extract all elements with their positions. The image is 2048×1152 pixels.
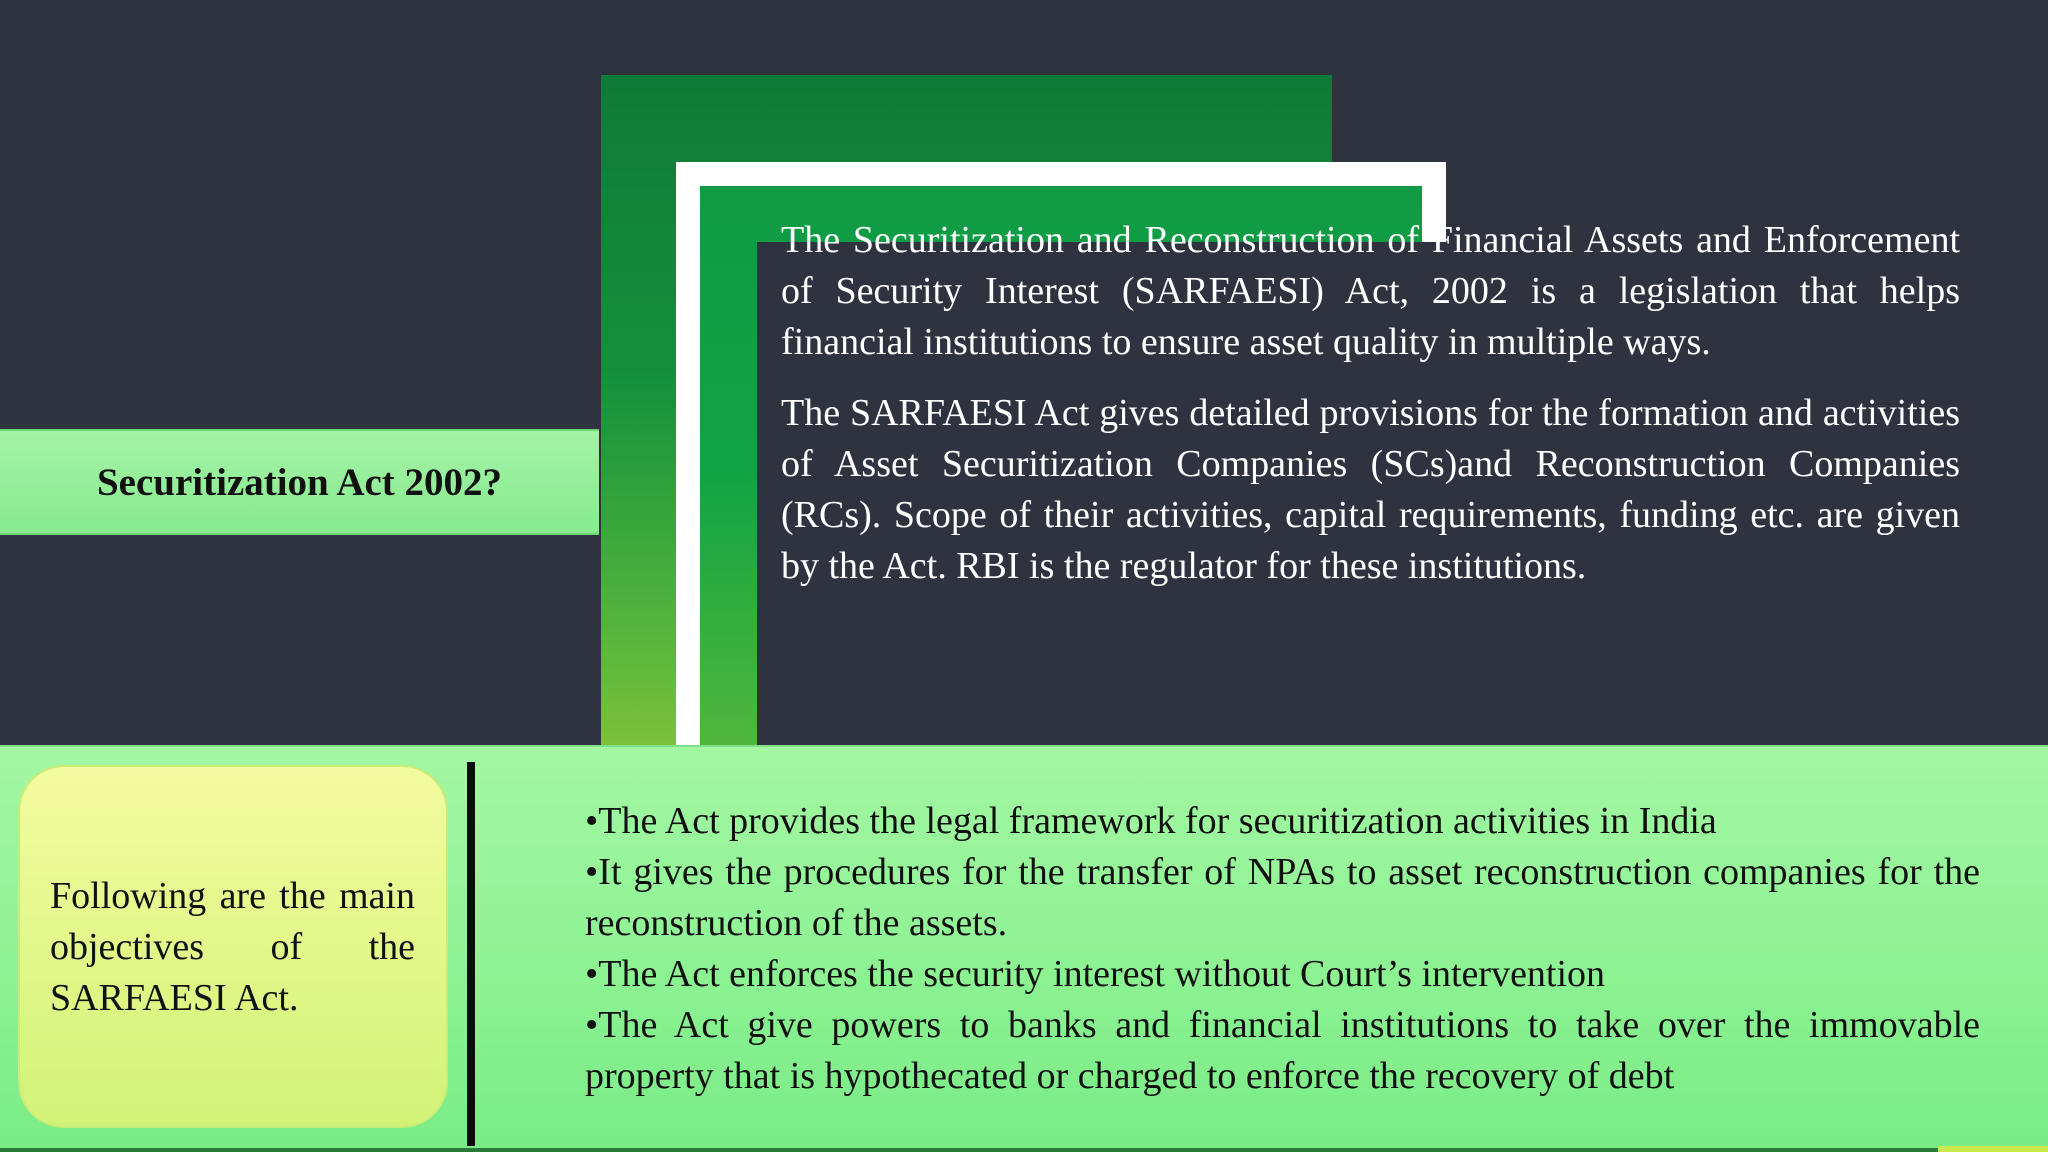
- corner-accent: [1938, 1146, 2048, 1152]
- slide-title: Securitization Act 2002?: [96, 460, 503, 504]
- intro-paragraph-2: The SARFAESI Act gives detailed provisions for the formation and activities of Asset Securitization Companies (SCs)and Reconstruction Companies (RCs). Scope of their activities, capital requirements, funding etc. are given by the Act. RBI is the regulator for these institutions.: [781, 392, 1960, 587]
- callout-text: Following are the main objectives of the SARFAESI Act.: [50, 875, 415, 1019]
- intro-paragraph-1: The Securitization and Reconstruction of Financial Assets and Enforcement of Security Interest (SARFAESI) Act, 2002 is a legislation that helps financial institutions to ensure asset quality in multiple ways.: [781, 219, 1960, 363]
- intro-text-block: [781, 215, 1960, 612]
- objectives-list: [585, 796, 1980, 1102]
- objective-item: •The Act give powers to banks and financial institutions to take over the immovable property that is hypothecated or charged to enforce the recovery of debt: [585, 1004, 1980, 1097]
- bottom-edge-line: [0, 1148, 2048, 1152]
- title-tab: [0, 429, 599, 535]
- objective-item: •The Act enforces the security interest without Court’s intervention: [585, 953, 1606, 995]
- vertical-divider: [467, 762, 475, 1146]
- objective-item: •The Act provides the legal framework for securitization activities in India: [585, 800, 1717, 842]
- objective-item: •It gives the procedures for the transfer of NPAs to asset reconstruction companies for the reconstruction of the assets.: [585, 851, 1980, 944]
